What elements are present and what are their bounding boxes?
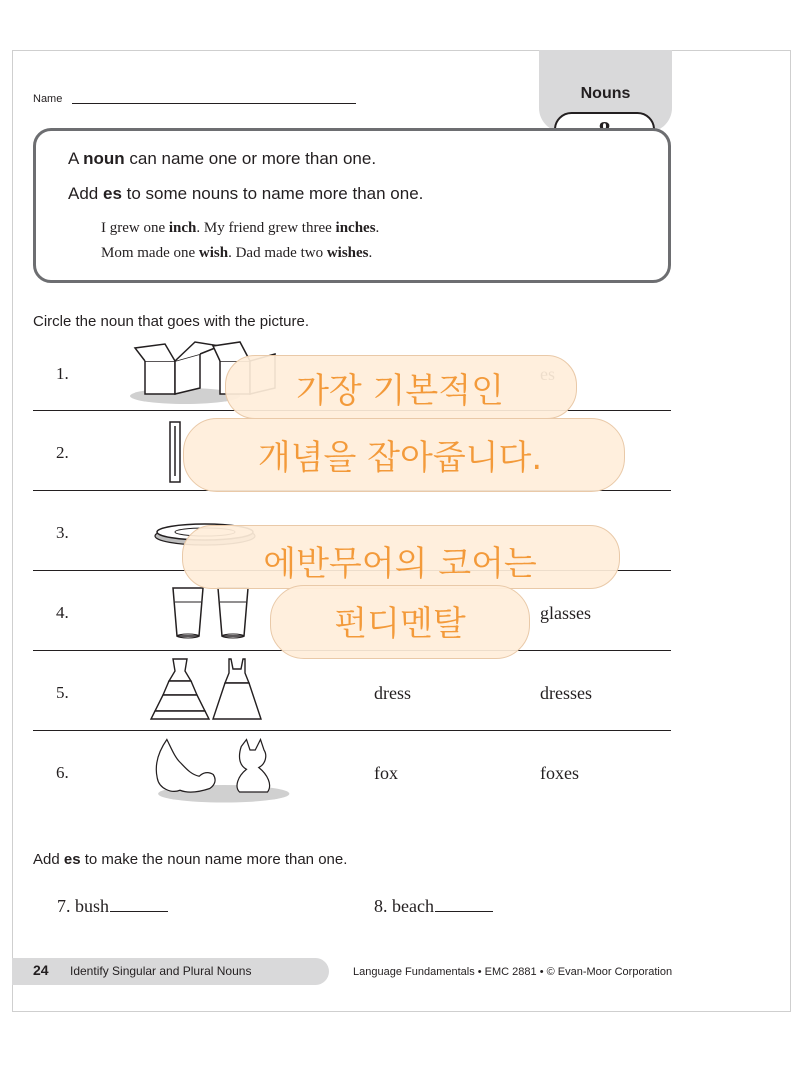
row-divider bbox=[33, 730, 671, 731]
fill-in-item-7: 7. bush bbox=[57, 896, 168, 917]
overlay-text-3: 에반무어의 코어는 bbox=[263, 544, 537, 584]
item-number: 1. bbox=[56, 364, 69, 383]
name-field-line[interactable] bbox=[72, 103, 356, 104]
item-number: 5. bbox=[56, 683, 69, 702]
overlay-text-2: 개념을 잡아줍니다. bbox=[257, 438, 543, 478]
answer-blank-8[interactable] bbox=[435, 911, 493, 912]
rule-text-1: A noun can name one or more than one. bbox=[68, 149, 377, 168]
answer-blank-7[interactable] bbox=[110, 911, 168, 912]
plural-choice[interactable]: glasses bbox=[540, 603, 591, 623]
name-label: Name bbox=[33, 93, 63, 105]
page-number: 24 bbox=[33, 962, 49, 978]
dresses-illustration bbox=[125, 655, 305, 725]
footer-copyright: Language Fundamentals • EMC 2881 • © Evan-Moor Corporation bbox=[353, 966, 673, 978]
item-number: 4. bbox=[56, 603, 69, 622]
footer-topic: Identify Singular and Plural Nouns bbox=[70, 964, 252, 978]
fill-in-item-8: 8. beach bbox=[374, 896, 493, 917]
plural-choice[interactable]: foxes bbox=[540, 763, 579, 783]
rule-text-2: Add es to some nouns to name more than one. bbox=[68, 184, 424, 203]
instruction-add-es: Add es to make the noun name more than one. bbox=[33, 851, 348, 868]
item-number: 3. bbox=[56, 523, 69, 542]
plural-choice[interactable]: dresses bbox=[540, 683, 592, 703]
item-number: 6. bbox=[56, 763, 69, 782]
example-sentence-2: Mom made one wish. Dad made two wishes. bbox=[101, 245, 373, 261]
singular-choice[interactable]: dress bbox=[374, 683, 411, 703]
item-number: 2. bbox=[56, 443, 69, 462]
instruction-circle: Circle the noun that goes with the picture. bbox=[33, 313, 309, 330]
example-sentence-1: I grew one inch. My friend grew three inches. bbox=[101, 220, 380, 236]
topic-title: Nouns bbox=[580, 85, 631, 102]
overlay-text-1: 가장 기본적인 bbox=[296, 371, 504, 411]
foxes-illustration bbox=[125, 736, 305, 806]
overlay-text-4: 펀디멘탈 bbox=[334, 604, 466, 644]
singular-choice[interactable]: fox bbox=[374, 763, 398, 783]
